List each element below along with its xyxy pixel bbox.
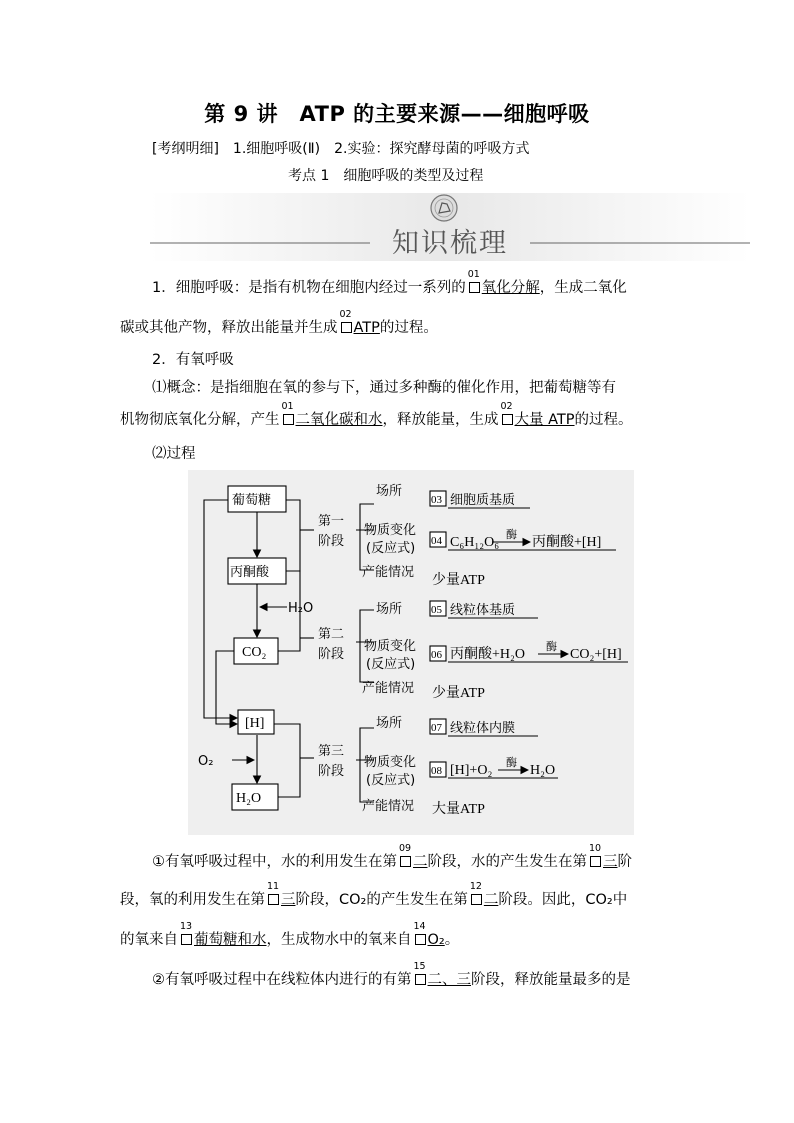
h-node: [H] xyxy=(245,716,265,731)
para1-line2: 碳或其他产物，释放出能量并生成 02 ATP的过程。 xyxy=(120,309,438,336)
para2-line2: 机物彻底氧化分解，产生 01 二氧化碳和水，释放能量，生成 02 大量 ATP的过程。 xyxy=(120,401,633,428)
banner-title: 知识梳理 xyxy=(392,228,508,259)
section-heading: 考点 1 细胞呼吸的类型及过程 xyxy=(288,168,484,184)
svg-text:阶段: 阶段 xyxy=(318,647,345,662)
para2-line1: ⑴概念：是指细胞在氧的参与下，通过多种酶的催化作用，把葡萄糖等有 xyxy=(152,380,616,396)
h2o-node: H₂O xyxy=(236,791,262,806)
knowledge-banner xyxy=(150,193,750,261)
svg-text:产能情况: 产能情况 xyxy=(362,565,415,580)
o2-input-label: O₂ xyxy=(198,754,214,769)
answer-marker: 14 xyxy=(415,934,426,945)
page-title: 第 9 讲 ATP 的主要来源——细胞呼吸 xyxy=(204,102,590,126)
para4-line1: ②有氧呼吸过程中在线粒体内进行的有第 15 二、三阶段，释放能量最多的是 xyxy=(152,961,631,988)
svg-text:03: 03 xyxy=(431,494,442,506)
svg-text:第二: 第二 xyxy=(318,627,345,642)
svg-text:H₂O: H₂O xyxy=(530,763,556,778)
svg-text:物质变化: 物质变化 xyxy=(364,523,417,538)
answer-marker: 10 xyxy=(590,856,601,867)
svg-text:细胞质基质: 细胞质基质 xyxy=(450,493,516,508)
svg-text:(反应式): (反应式) xyxy=(366,657,416,672)
svg-text:C₆H₁₂O₆: C₆H₁₂O₆ xyxy=(450,535,500,550)
svg-text:物质变化: 物质变化 xyxy=(364,755,417,770)
svg-text:物质变化: 物质变化 xyxy=(364,639,417,654)
svg-text:阶段: 阶段 xyxy=(318,764,345,779)
svg-text:(反应式): (反应式) xyxy=(366,541,416,556)
para3-line3: 的氧来自 13 葡萄糖和水，生成物水中的氧来自 14 O₂。 xyxy=(120,921,460,948)
svg-text:少量ATP: 少量ATP xyxy=(432,686,485,701)
para3-line1: ①有氧呼吸过程中，水的利用发生在第 09 二阶段，水的产生发生在第 10 三阶 xyxy=(152,843,632,870)
svg-text:产能情况: 产能情况 xyxy=(362,799,415,814)
svg-text:酶: 酶 xyxy=(506,757,517,769)
answer-marker: 01 xyxy=(283,414,294,425)
svg-text:大量ATP: 大量ATP xyxy=(432,802,485,817)
svg-text:CO₂+[H]: CO₂+[H] xyxy=(570,647,622,662)
svg-text:酶: 酶 xyxy=(506,529,517,541)
para1-line1: 1．细胞呼吸：是指有机物在细胞内经过一系列的 01 氧化分解，生成二氧化 xyxy=(152,269,627,296)
co2-node: CO₂ xyxy=(242,645,267,660)
aerobic-respiration-diagram xyxy=(188,470,634,835)
svg-text:酶: 酶 xyxy=(546,641,557,653)
answer-marker: 15 xyxy=(415,974,426,985)
svg-text:[H]+O₂: [H]+O₂ xyxy=(450,763,493,778)
svg-text:第一: 第一 xyxy=(318,514,345,529)
glucose-node: 葡萄糖 xyxy=(232,493,272,508)
answer-marker: 09 xyxy=(400,856,411,867)
svg-text:06: 06 xyxy=(431,649,442,661)
svg-text:产能情况: 产能情况 xyxy=(362,681,415,696)
heading-process: ⑵过程 xyxy=(152,446,196,462)
answer-marker: 12 xyxy=(471,894,482,905)
para3-line2: 段，氧的利用发生在第 11 三阶段，CO₂的产生发生在第 12 二阶段。因此，CO₂中 xyxy=(120,881,628,908)
svg-text:少量ATP: 少量ATP xyxy=(432,573,485,588)
svg-text:07: 07 xyxy=(431,722,442,734)
answer-marker: 02 xyxy=(502,414,513,425)
svg-text:场所: 场所 xyxy=(376,602,403,617)
svg-text:08: 08 xyxy=(431,765,442,777)
svg-text:阶段: 阶段 xyxy=(318,534,345,549)
h2o-input-label: H₂O xyxy=(288,601,314,616)
svg-text:场所: 场所 xyxy=(376,484,403,499)
answer-marker: 01 xyxy=(469,282,480,293)
pyruvate-node: 丙酮酸 xyxy=(230,565,270,580)
syllabus-line: [考纲明细] 1.细胞呼吸(Ⅱ) 2.实验：探究酵母菌的呼吸方式 xyxy=(152,141,530,157)
svg-text:丙酮酸+[H]: 丙酮酸+[H] xyxy=(532,535,602,550)
answer-marker: 13 xyxy=(181,934,192,945)
svg-text:线粒体基质: 线粒体基质 xyxy=(450,603,516,618)
svg-text:第三: 第三 xyxy=(318,744,345,759)
lightbulb-icon xyxy=(431,195,457,221)
svg-text:04: 04 xyxy=(431,535,442,547)
svg-text:场所: 场所 xyxy=(376,716,403,731)
svg-text:线粒体内膜: 线粒体内膜 xyxy=(450,721,516,736)
answer-marker: 02 xyxy=(341,322,352,333)
svg-text:丙酮酸+H₂O: 丙酮酸+H₂O xyxy=(450,647,525,662)
svg-text:(反应式): (反应式) xyxy=(366,773,416,788)
svg-text:05: 05 xyxy=(431,604,442,616)
heading-aerobic: 2．有氧呼吸 xyxy=(152,352,234,368)
answer-marker: 11 xyxy=(268,894,279,905)
